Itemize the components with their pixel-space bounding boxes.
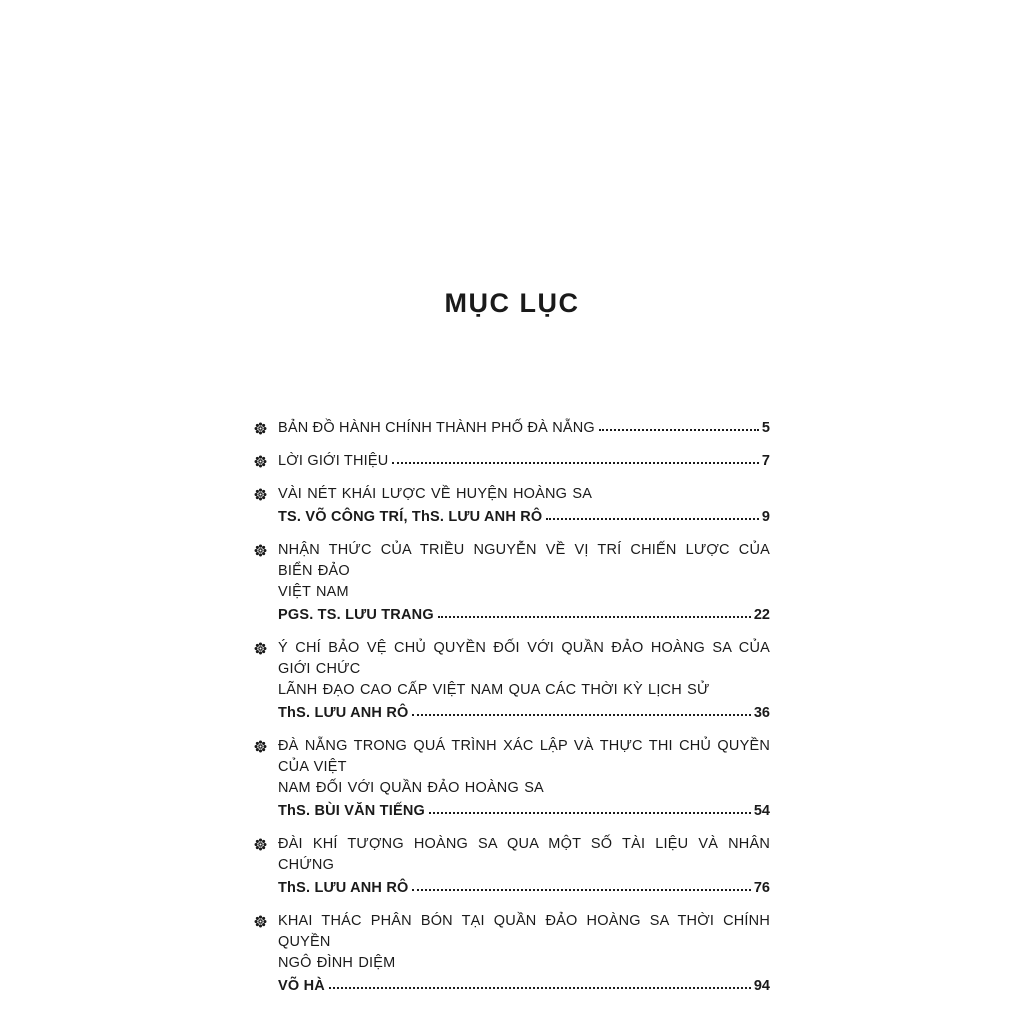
page-number: 54 <box>753 803 770 819</box>
entry-title: VÀI NÉT KHÁI LƯỢC VỀ HUYỆN HOÀNG SA <box>278 486 593 502</box>
entry-title-continued: LÃNH ĐẠO CAO CẤP VIỆT NAM QUA CÁC THỜI KỲ LỊCH SỬ <box>278 682 710 698</box>
page-number: 5 <box>761 420 770 436</box>
entry-title-continued: NGÔ ĐÌNH DIỆM <box>278 955 396 971</box>
flower-bullet-icon <box>254 455 267 468</box>
entry-title: LỜI GIỚI THIỆU <box>278 453 389 469</box>
entry-title: Ý CHÍ BẢO VỆ CHỦ QUYỀN ĐỐI VỚI QUẦN ĐẢO HOÀNG SA CỦA GIỚI CHỨC <box>278 640 770 677</box>
page-number: 76 <box>753 880 770 896</box>
dot-leader <box>429 803 751 815</box>
dot-leader <box>412 705 750 717</box>
toc-entry[interactable] <box>254 451 770 472</box>
flower-bullet-icon <box>254 544 267 557</box>
flower-bullet-icon <box>254 838 267 851</box>
toc-entry[interactable] <box>254 418 770 439</box>
dot-leader <box>412 880 750 892</box>
entry-leader-row <box>278 801 770 822</box>
entry-author: ThS. BÙI VĂN TIẾNG <box>278 803 425 819</box>
entry-title-continued: VIỆT NAM <box>278 584 349 600</box>
page-number: 9 <box>761 509 770 525</box>
dot-leader <box>438 607 751 619</box>
toc-entry[interactable] <box>254 484 770 528</box>
entry-leader-row <box>278 418 770 439</box>
dot-leader <box>546 509 759 521</box>
toc-list <box>254 418 770 1009</box>
toc-entry[interactable] <box>254 638 770 724</box>
entry-author: TS. VÕ CÔNG TRÍ, ThS. LƯU ANH RÔ <box>278 509 543 525</box>
flower-bullet-icon <box>254 915 267 928</box>
flower-bullet-icon <box>254 422 267 435</box>
page-title: MỤC LỤC <box>444 288 580 318</box>
toc-entry[interactable] <box>254 736 770 822</box>
entry-leader-row <box>278 605 770 626</box>
entry-title-continued: NAM ĐỐI VỚI QUẦN ĐẢO HOÀNG SA <box>278 780 544 796</box>
toc-entry[interactable] <box>254 911 770 997</box>
page-number: 22 <box>753 607 770 623</box>
flower-bullet-icon <box>254 642 267 655</box>
entry-leader-row <box>278 976 770 997</box>
toc-entry[interactable] <box>254 540 770 626</box>
flower-bullet-icon <box>254 488 267 501</box>
flower-bullet-icon <box>254 740 267 753</box>
page-number: 94 <box>753 978 770 994</box>
entry-title: ĐÀ NẴNG TRONG QUÁ TRÌNH XÁC LẬP VÀ THỰC THI CHỦ QUYỀN CỦA VIỆT <box>278 738 770 775</box>
entry-leader-row <box>278 507 770 528</box>
entry-author: VÕ HÀ <box>278 978 325 994</box>
dot-leader <box>329 978 751 990</box>
entry-title: KHAI THÁC PHÂN BÓN TẠI QUẦN ĐẢO HOÀNG SA THỜI CHÍNH QUYỀN <box>278 913 770 950</box>
dot-leader <box>392 453 759 465</box>
entry-author: ThS. LƯU ANH RÔ <box>278 880 409 896</box>
entry-leader-row <box>278 878 770 899</box>
entry-leader-row <box>278 451 770 472</box>
toc-entry[interactable] <box>254 834 770 899</box>
page-number: 7 <box>761 453 770 469</box>
entry-title: BẢN ĐỒ HÀNH CHÍNH THÀNH PHỐ ĐÀ NẴNG <box>278 420 595 436</box>
entry-title: NHẬN THỨC CỦA TRIỀU NGUYỄN VỀ VỊ TRÍ CHIẾN LƯỢC CỦA BIỂN ĐẢO <box>278 542 770 579</box>
entry-title: ĐÀI KHÍ TƯỢNG HOÀNG SA QUA MỘT SỐ TÀI LIỆU VÀ NHÂN CHỨNG <box>278 836 770 873</box>
page-number: 36 <box>753 705 770 721</box>
dot-leader <box>599 420 759 432</box>
entry-leader-row <box>278 703 770 724</box>
entry-author: ThS. LƯU ANH RÔ <box>278 705 409 721</box>
entry-author: PGS. TS. LƯU TRANG <box>278 607 434 623</box>
